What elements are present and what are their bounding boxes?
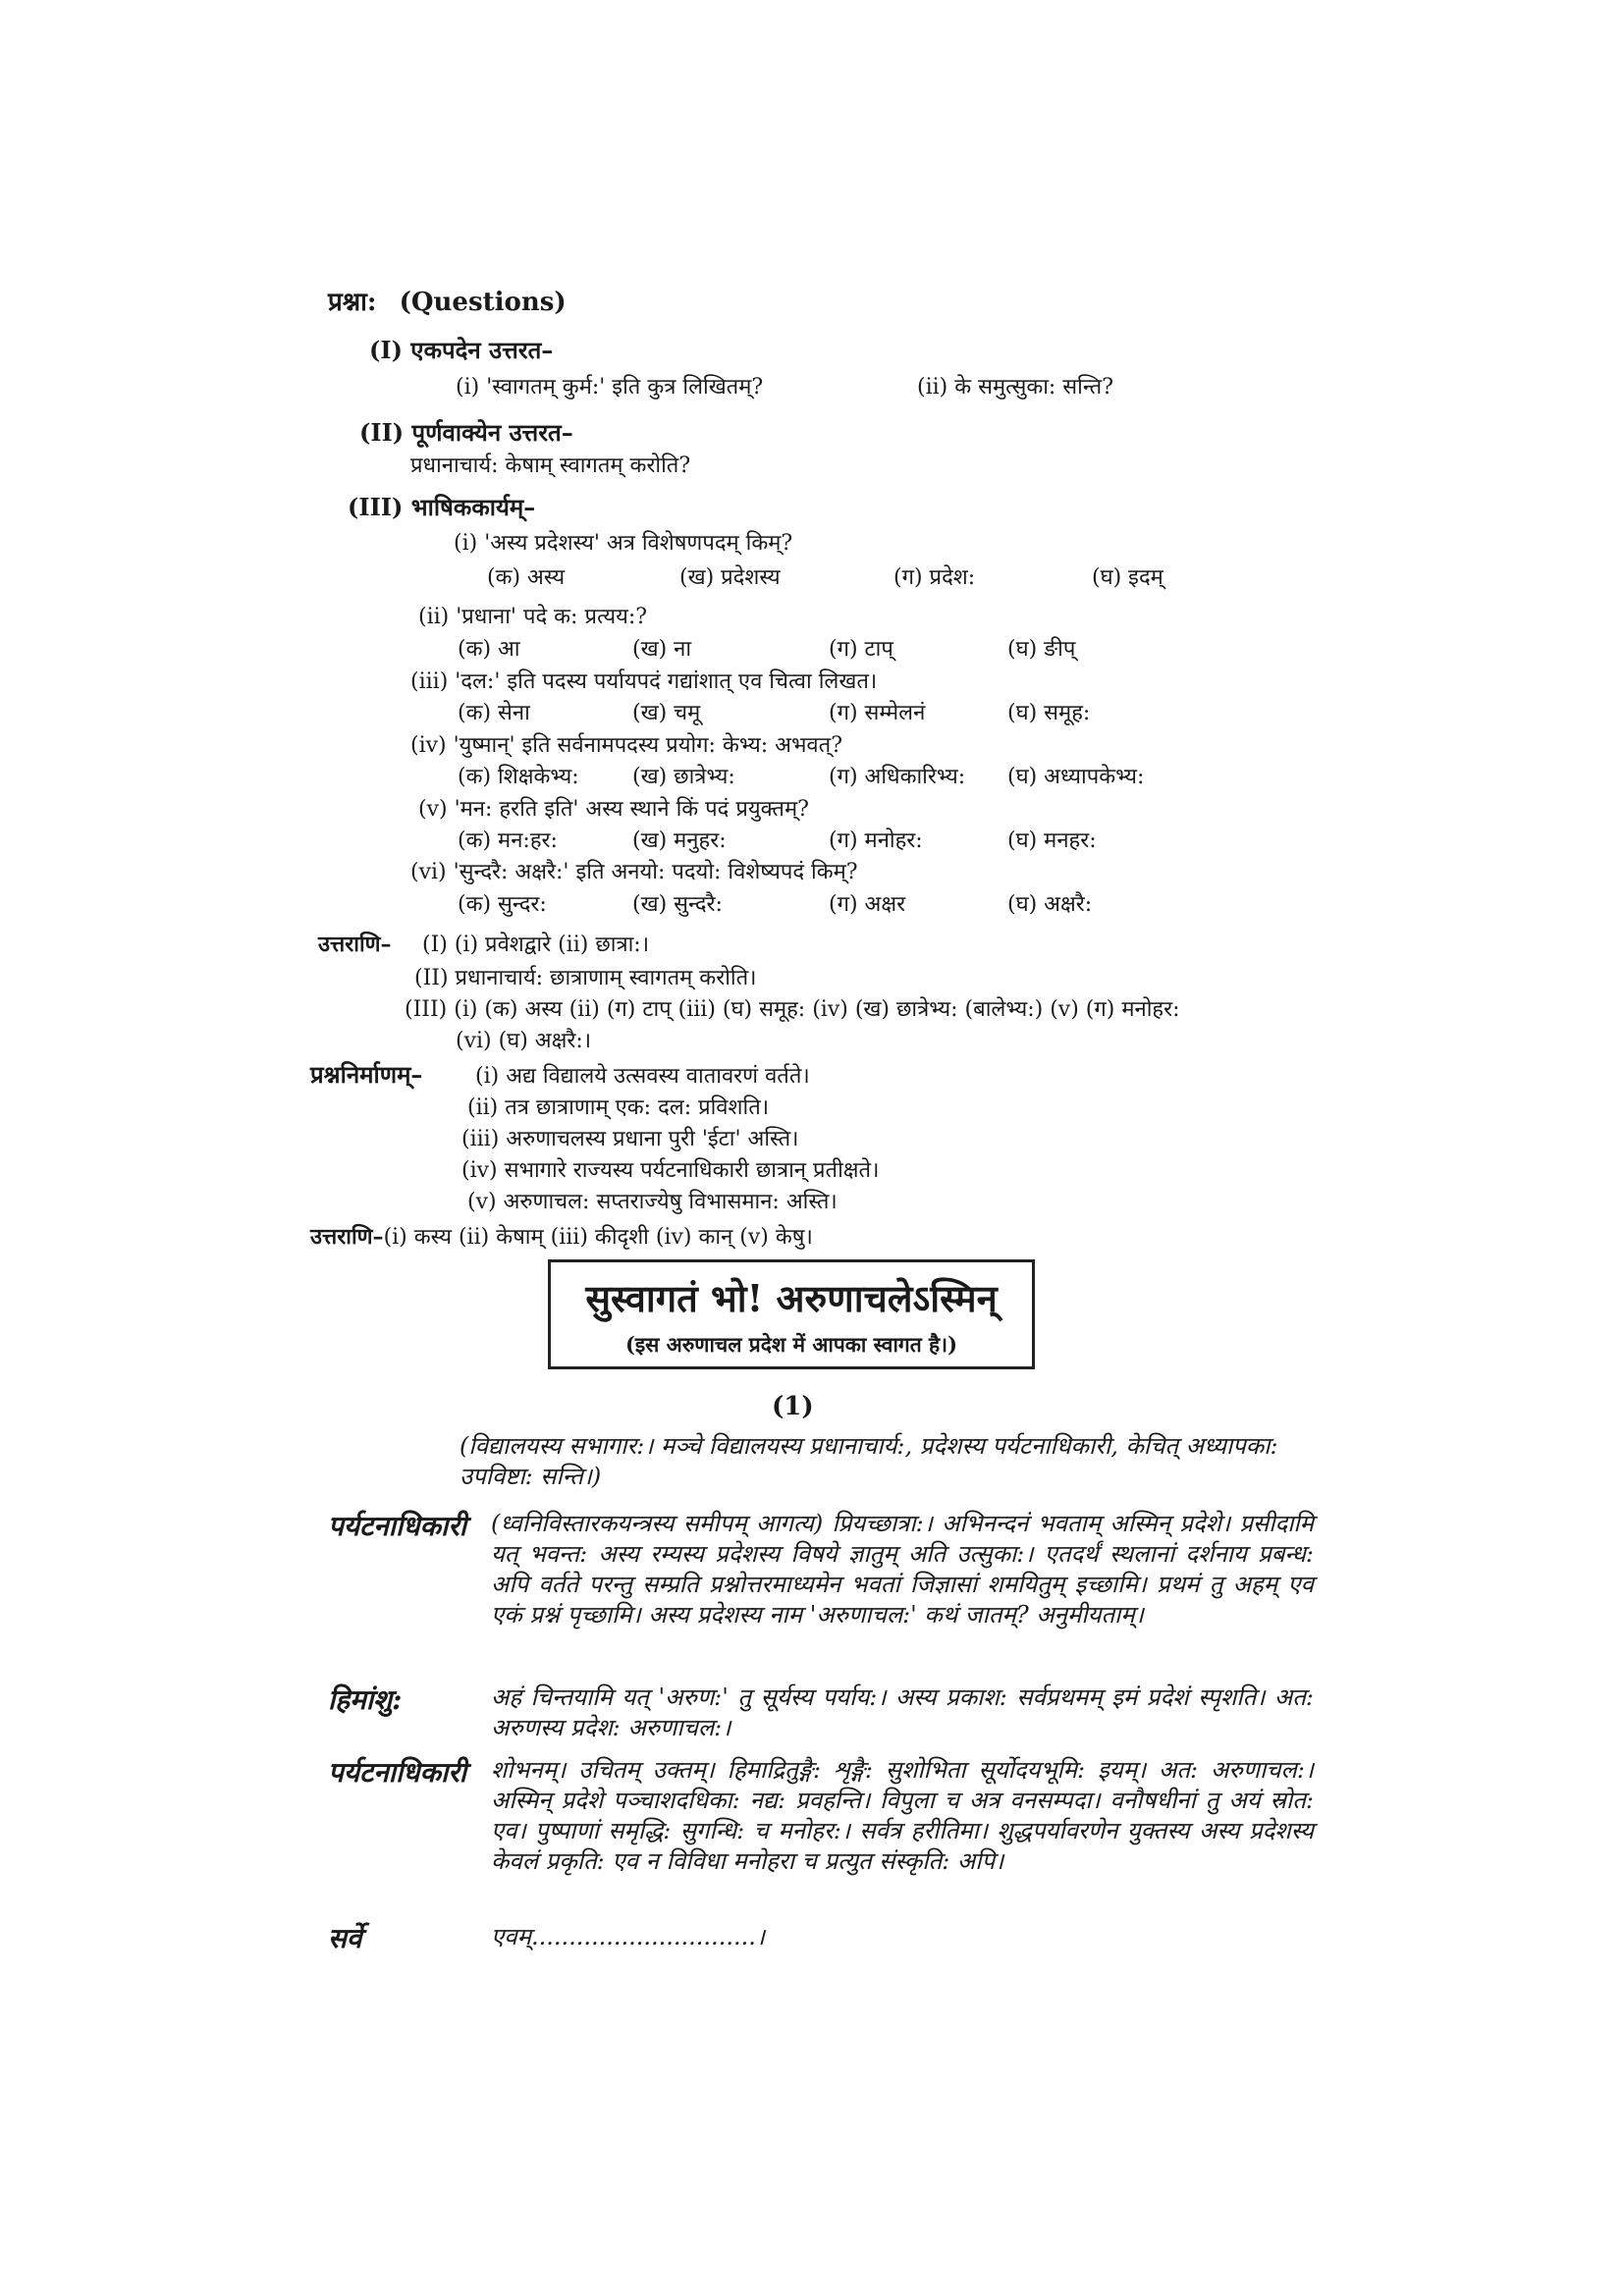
mcq-option: (ग) टाप् <box>829 637 893 662</box>
mcq-option: (घ) इदम् <box>1092 565 1163 590</box>
mcq-option: (क) मन:हर: <box>458 828 558 853</box>
section-2-question-1: प्रधानाचार्य: केषाम् स्वागतम् करोति? <box>410 454 691 478</box>
mcq-option: (क) आ <box>458 637 520 662</box>
mcq-question: (iv) 'युष्मान्' इति सर्वनामपदस्य प्रयोग: केभ्य: अभवत्? <box>410 733 843 758</box>
mcq-option: (क) सेना <box>458 701 530 725</box>
mcq-option: (ख) मनुहर: <box>632 828 727 853</box>
answers-line: (I) (i) प्रवेशद्वारे (ii) छात्रा:। <box>422 933 650 957</box>
mcq-question: (vi) 'सुन्दरै: अक्षरै:' इति अनयो: पदयो: विशेष्यपदं किम्? <box>410 860 858 884</box>
mcq-option: (ख) ना <box>632 637 692 662</box>
question-making-item: (iii) अरुणाचलस्य प्रधाना पुरी 'ईटा' अस्ति। <box>461 1127 799 1151</box>
mcq-option: (क) शिक्षकेभ्य: <box>458 765 579 789</box>
mcq-option: (ख) प्रदेशस्य <box>679 565 781 590</box>
question-making-item: (i) अद्य विद्यालये उत्सवस्य वातावरणं वर्तते। <box>475 1064 810 1089</box>
questions-header <box>328 283 567 318</box>
mcq-options <box>458 633 1075 663</box>
answers-line: (vi) (घ) अक्षरै:। <box>456 1029 592 1053</box>
dialogue-speaker: सर्वे <box>328 1922 362 1954</box>
mcq-option: (ग) सम्मेलनं <box>829 701 926 725</box>
mcq-question: (ii) 'प्रधाना' पदे क: प्रत्यय:? <box>418 605 648 629</box>
mcq-options <box>458 888 1092 918</box>
dialogue-speaker: हिमांशु: <box>328 1683 403 1716</box>
questions-prefix: प्रश्ना: <box>328 288 377 317</box>
section-1-question-1: (i) 'स्वागतम् कुर्म:' इति कुत्र लिखितम्? <box>456 375 764 400</box>
lesson-title-box <box>548 1259 1035 1369</box>
lesson-title: सुस्वागतं भो! अरुणाचलेऽस्मिन् <box>585 1276 998 1320</box>
question-making-label: प्रश्ननिर्माणम्– <box>310 1060 423 1089</box>
mcq-option: (ख) छात्रेभ्य: <box>632 765 735 789</box>
dialogue-speaker: पर्यटनाधिकारी <box>328 1756 466 1789</box>
mcq-option: (ख) चमू <box>632 701 701 725</box>
mcq-option: (घ) अक्षरै: <box>1007 892 1093 917</box>
answers-2-text: (i) कस्य (ii) केषाम् (iii) कीदृशी (iv) कान् (v) केषु। <box>383 1225 813 1250</box>
section-1-label: (I) एकपदेन उत्तरत– <box>369 336 554 364</box>
mcq-options <box>458 825 1097 854</box>
mcq-option: (क) सुन्दर: <box>458 892 547 917</box>
mcq-options <box>458 761 1144 790</box>
mcq-option: (ग) मनोहर: <box>829 828 923 853</box>
mcq-option: (क) अस्य <box>487 565 566 590</box>
mcq-question: (i) 'अस्य प्रदेशस्य' अत्र विशेषणपदम् किम्? <box>454 531 793 556</box>
scene-number: (1) <box>772 1392 814 1421</box>
lesson-subtitle: (इस अरुणाचल प्रदेश में आपका स्वागत है।) <box>624 1332 958 1357</box>
answers-line: (II) प्रधानाचार्य: छात्राणाम् स्वागतम् करोति। <box>414 966 757 990</box>
mcq-option: (घ) अध्यापकेभ्य: <box>1007 765 1145 789</box>
mcq-option: (घ) समूह: <box>1007 701 1091 725</box>
mcq-question: (v) 'मन: हरति इति' अस्य स्थाने किं पदं प्रयुक्तम्? <box>418 797 809 822</box>
dialogue-text: (ध्वनिविस्तारकयन्त्रस्य समीपम् आगत्य) प्रियच्छात्रा:। अभिनन्दनं भवताम् अस्मिन् प्रदेशे। प्रसीदामि यत् भवन्त: अस्य रम्यस्य प्रदेशस्य विषये ज्ञातुम् अति उत्सुका:। एतदर्थं स्थलानां दर्शनाय प्रबन्ध: अपि वर्तते परन्तु सम्प्रति प्रश्नोत्तरमाध्यमेन भवतां जिज्ञासां शमयितुम् इच्छामि। प्रथमं तु अहम् एव एकं प्रश्नं पृच्छामि। अस्य प्रदेशस्य नाम 'अरुणाचल:' कथं जातम्? अनुमीयताम्। <box>491 1510 1314 1629</box>
dialogue-speaker: पर्यटनाधिकारी <box>328 1510 466 1542</box>
section-1-question-2: (ii) के समुत्सुका: सन्ति? <box>917 375 1113 400</box>
mcq-question: (iii) 'दल:' इति पदस्य पर्यायपदं गद्यांशात् एव चित्वा लिखत। <box>410 669 878 694</box>
section-3-label: (III) भाषिककार्यम्– <box>348 493 536 521</box>
answers-2-label: उत्तराणि– <box>310 1224 384 1250</box>
stage-direction: (विद्यालयस्य सभागार:। मञ्चे विद्यालयस्य प्रधानाचार्य:, प्रदेशस्य पर्यटनाधिकारी, केचित् अध्यापका: उपविष्टा: सन्ति।) <box>460 1432 1278 1490</box>
dialogue-text: एवम्..............................। <box>491 1923 765 1950</box>
mcq-option: (घ) ङीप् <box>1007 637 1076 662</box>
mcq-options <box>487 561 1163 591</box>
section-2-label: (II) पूर्णवाक्येन उत्तरत– <box>359 418 573 447</box>
question-making-item: (v) अरुणाचल: सप्तराज्येषु विभासमान: अस्ति। <box>467 1190 838 1214</box>
dialogue-text: अहं चिन्तयामि यत् 'अरुण:' तु सूर्यस्य पर्याय:। अस्य प्रकाश: सर्वप्रथमम् इमं प्रदेशं स्पृशति। अत: अरुणस्य प्रदेश: अरुणाचल:। <box>491 1683 1314 1741</box>
mcq-option: (ग) प्रदेश: <box>893 565 976 590</box>
mcq-option: (ख) सुन्दरै: <box>632 892 723 917</box>
answers-2-row <box>310 1221 813 1251</box>
question-making-item: (iv) सभागारे राज्यस्य पर्यटनाधिकारी छात्रान् प्रतीक्षते। <box>461 1158 880 1183</box>
mcq-option: (घ) मनहर: <box>1007 828 1097 853</box>
question-making-item: (ii) तत्र छात्राणाम् एक: दल: प्रविशति। <box>467 1095 770 1120</box>
answers-line: (III) (i) (क) अस्य (ii) (ग) टाप् (iii) (घ) समूह: (iv) (ख) छात्रेभ्य: (बालेभ्य:) (v) (ग) मनोहर: <box>405 997 1180 1022</box>
mcq-option: (ग) अक्षर <box>829 892 906 917</box>
mcq-option: (ग) अधिकारिभ्य: <box>829 765 966 789</box>
questions-english: (Questions) <box>399 288 567 317</box>
answers-label: उत्तराणि– <box>318 932 392 957</box>
mcq-options <box>458 697 1090 726</box>
dialogue-text: शोभनम्। उचितम् उक्तम्। हिमाद्रितुङ्गै: शृङ्गै: सुशोभिता सूर्योदयभूमि: इयम्। अत: अरुणाचल:। अस्मिन् प्रदेशे पञ्चाशदधिका: नद्य: प्रवहन्ति। विपुला च अत्र वनसम्पदा। वनौषधीनां तु अयं स्रोत: एव। पुष्पाणां समृद्धि: सुगन्धि: च मनोहर:। सर्वत्र हरीतिमा। शुद्धपर्यावरणेन युक्तस्य अस्य प्रदेशस्य केवलं प्रकृति: एव न विविधा मनोहरा च प्रत्युत संस्कृति: अपि। <box>491 1756 1314 1875</box>
